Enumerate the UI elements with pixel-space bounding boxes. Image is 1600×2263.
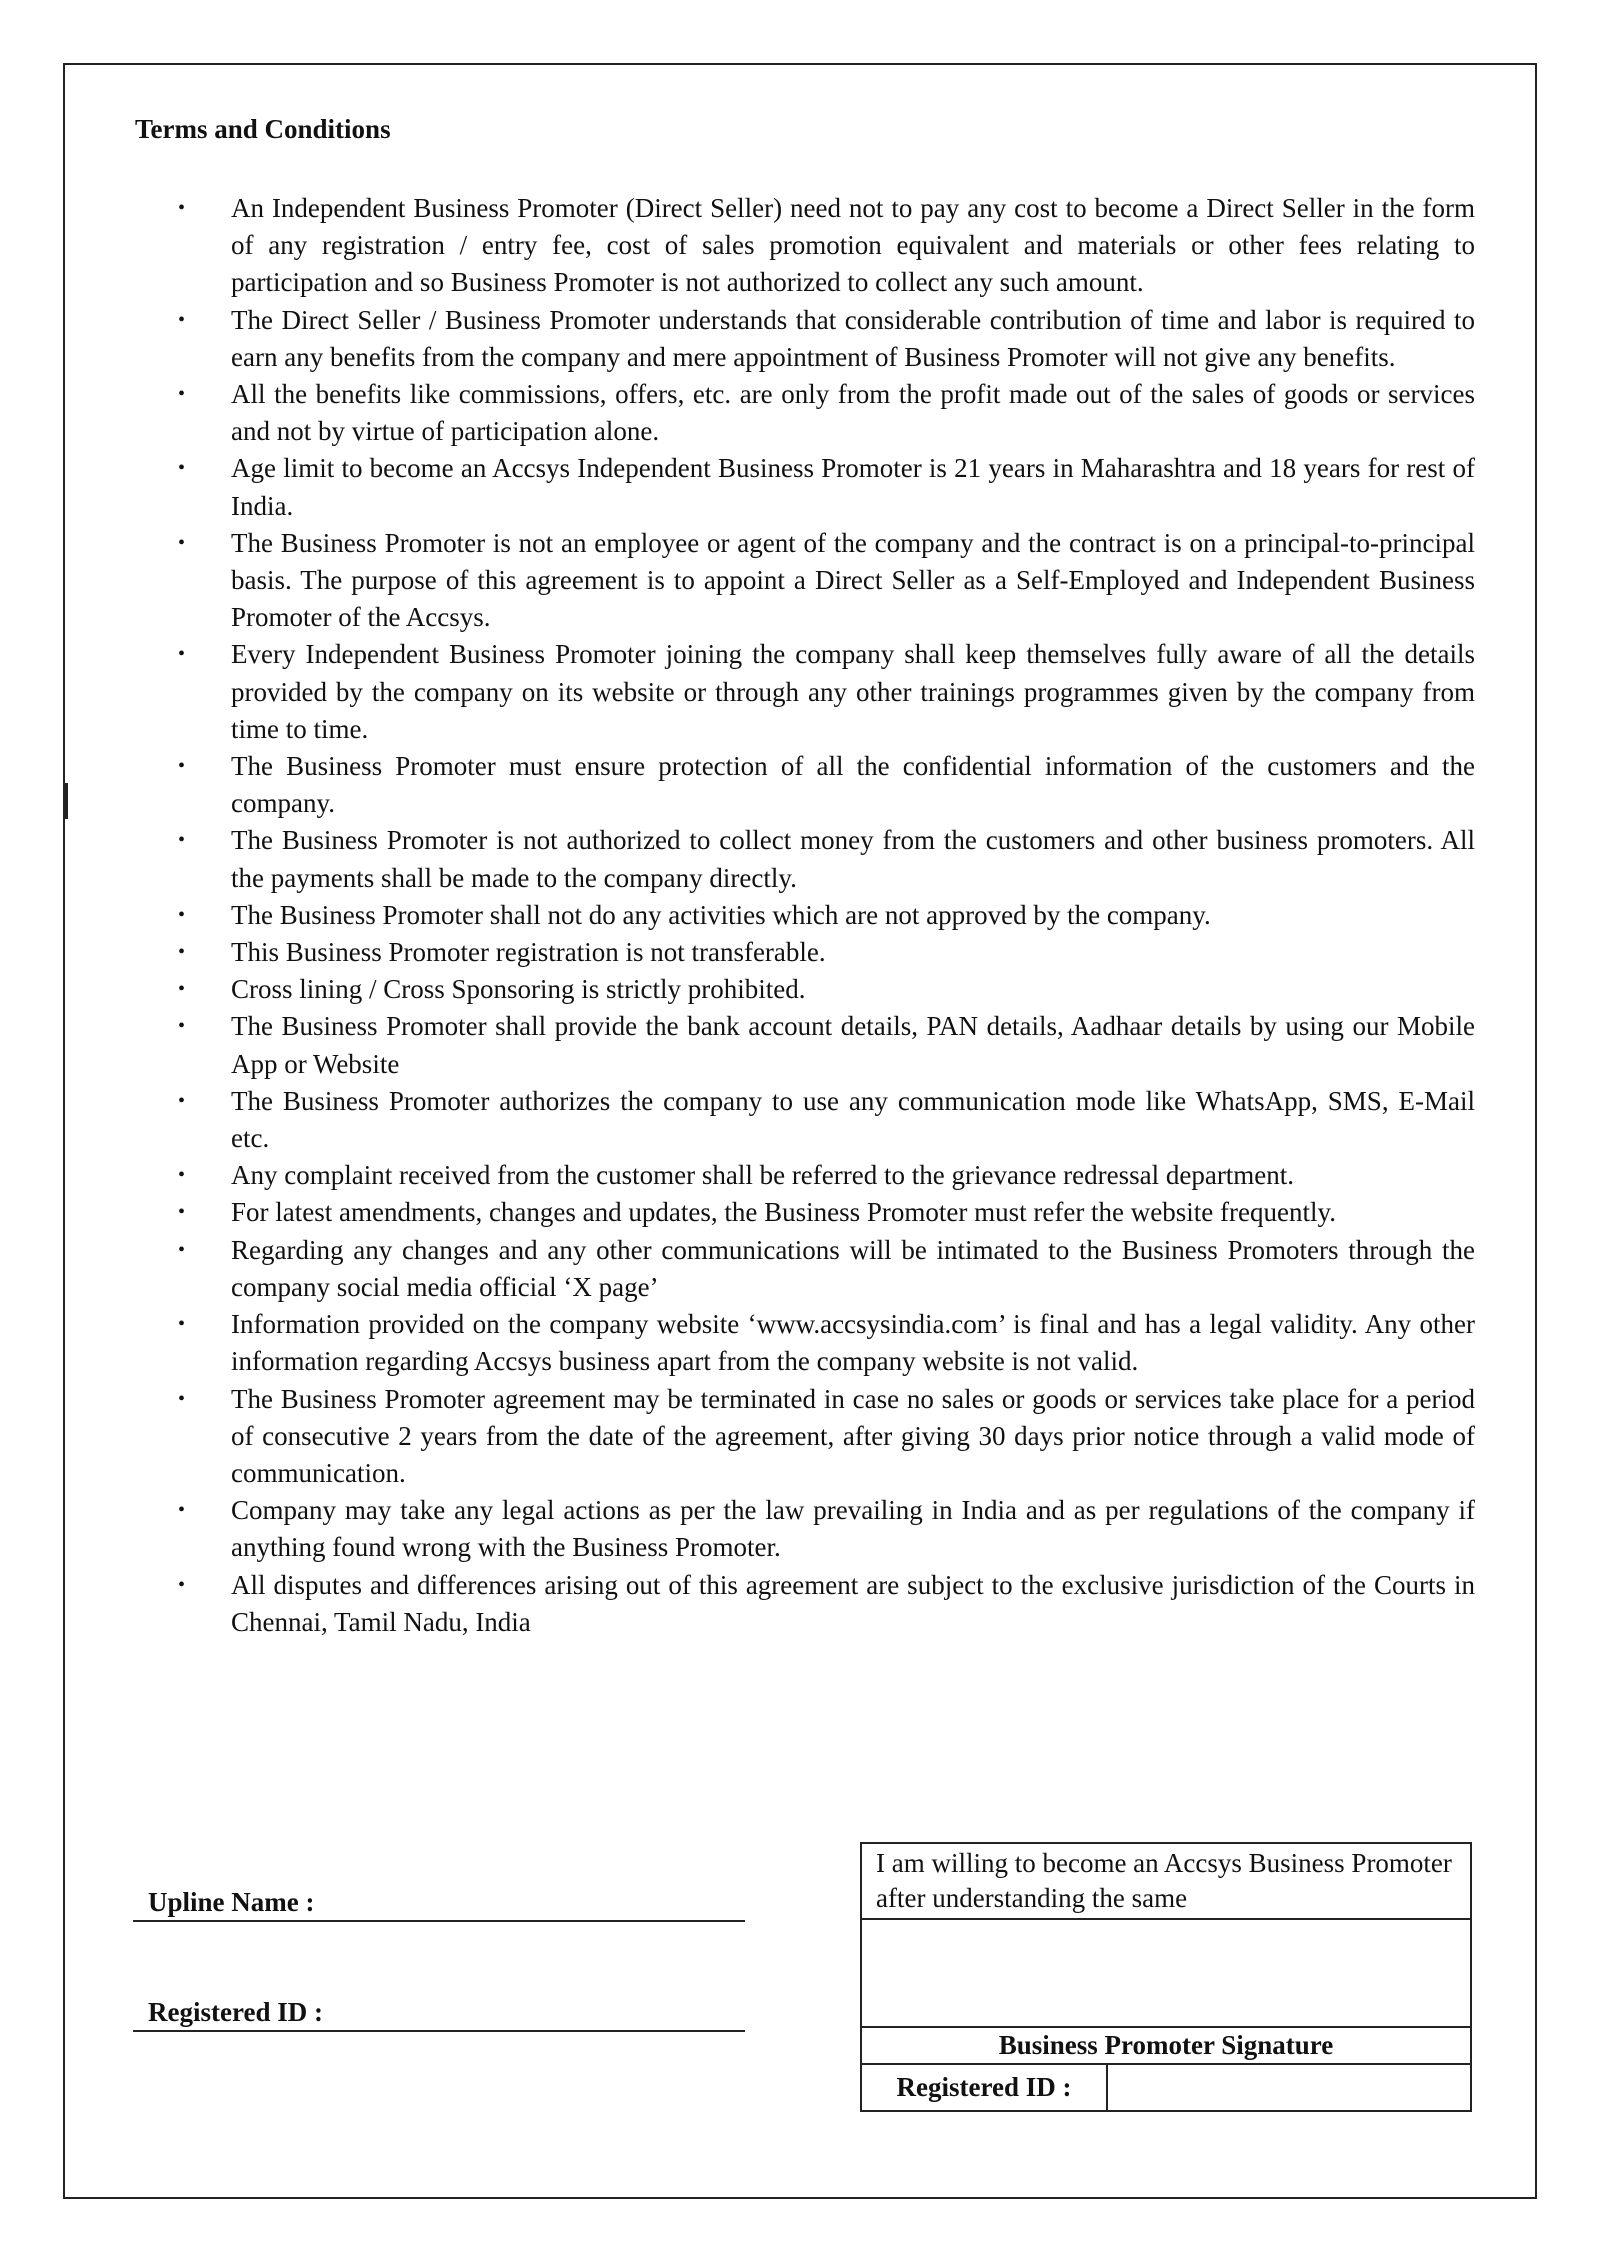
margin-mark: [65, 783, 68, 819]
bullet-icon: •: [178, 457, 186, 480]
term-text: Cross lining / Cross Sponsoring is strictly prohibited.: [231, 974, 806, 1005]
term-item: [135, 1157, 1475, 1194]
term-text: Any complaint received from the customer shall be referred to the grievance redressal department.: [231, 1160, 1295, 1191]
term-text: All disputes and differences arising out of this agreement are subject to the exclusive jurisdiction of the Courts in Chennai, Tamil Nadu, India: [231, 1569, 1475, 1637]
term-text: The Business Promoter shall provide the bank account details, PAN details, Aadhaar details by using our Mobile App or Website: [231, 1011, 1475, 1079]
bullet-icon: •: [178, 1089, 186, 1112]
term-text: The Business Promoter shall not do any activities which are not approved by the company.: [231, 899, 1211, 930]
term-item: [135, 822, 1475, 896]
bullet-icon: •: [178, 755, 186, 778]
bullet-icon: •: [178, 903, 186, 926]
bullet-icon: •: [178, 308, 186, 331]
registered-id-field[interactable]: [133, 1988, 745, 2032]
signature-registered-id-row: [862, 2065, 1470, 2110]
term-text: The Business Promoter agreement may be terminated in case no sales or goods or services take place for a period of consecutive 2 years from the date of the agreement, after giving 30 days prior notice through a valid mode of communication.: [231, 1383, 1475, 1488]
term-text: The Business Promoter authorizes the company to use any communication mode like WhatsApp, SMS, E-Mail etc.: [231, 1085, 1475, 1154]
signature-registered-id-label: Registered ID :: [862, 2065, 1108, 2110]
bullet-icon: •: [178, 1164, 186, 1187]
term-text: Age limit to become an Accsys Independent Business Promoter is 21 years in Maharashtra and 18 years for rest of India.: [231, 453, 1475, 521]
term-text: Company may take any legal actions as per the law prevailing in India and as per regulations of the company if anything found wrong with the Business Promoter.: [231, 1495, 1475, 1563]
term-item: [135, 302, 1475, 376]
term-item: [135, 450, 1475, 524]
term-text: Information provided on the company website ‘www.accsysindia.com’ is final and has a legal validity. Any other information regarding Accsys business apart from the company website is not valid.: [231, 1309, 1475, 1377]
bullet-icon: •: [178, 829, 186, 852]
registered-id-label: Registered ID :: [148, 1997, 323, 2027]
term-text: The Business Promoter is not an employee or agent of the company and the contract is on a principal-to-principal basis. The purpose of this agreement is to appoint a Direct Seller as a Self-Employed and Independent Business Promoter of the Accsys.: [231, 527, 1475, 633]
bullet-icon: •: [178, 197, 186, 219]
term-item: [135, 748, 1475, 822]
bullet-icon: •: [178, 383, 186, 406]
term-item: [135, 897, 1475, 934]
bullet-icon: •: [178, 941, 186, 964]
term-text: For latest amendments, changes and updates, the Business Promoter must refer the website frequently.: [231, 1197, 1336, 1228]
term-text: This Business Promoter registration is not transferable.: [231, 937, 826, 968]
term-item: [135, 1492, 1475, 1566]
signature-declaration: I am willing to become an Accsys Business Promoter after understanding the same: [862, 1844, 1470, 1920]
upline-name-field[interactable]: [133, 1878, 745, 1922]
term-item: [135, 1567, 1475, 1641]
term-text: All the benefits like commissions, offers, etc. are only from the profit made out of the sales of goods or services and not by virtue of participation alone.: [231, 379, 1475, 447]
term-text: The Business Promoter is not authorized to collect money from the customers and other business promoters. All the payments shall be made to the company directly.: [231, 825, 1475, 893]
term-item: [135, 971, 1475, 1008]
signature-box: [860, 1842, 1472, 2112]
term-item: [135, 376, 1475, 450]
term-text: The Direct Seller / Business Promoter understands that considerable contribution of time and labor is required to earn any benefits from the company and mere appointment of Business Promoter will not give any benefits.: [231, 304, 1475, 372]
bullet-icon: •: [178, 1238, 186, 1261]
bullet-icon: •: [178, 1201, 186, 1224]
term-item: [135, 525, 1475, 637]
term-text: Every Independent Business Promoter joining the company shall keep themselves fully aware of all the details provided by the company on its website or through any other trainings programmes given by the company from time to time.: [231, 639, 1475, 744]
term-item: [135, 636, 1475, 748]
term-text: Regarding any changes and any other communications will be intimated to the Business Promoters through the company social media official ‘X page’: [231, 1234, 1475, 1302]
bullet-icon: •: [178, 1499, 186, 1522]
signature-caption: Business Promoter Signature: [862, 2028, 1470, 2065]
bullet-icon: •: [178, 531, 186, 554]
term-item: [135, 1232, 1475, 1306]
term-item: [135, 1083, 1475, 1157]
term-item: [135, 1008, 1475, 1082]
term-text: An Independent Business Promoter (Direct Seller) need not to pay any cost to become a Direct Seller in the form of any registration / entry fee, cost of sales promotion equivalent and materials or other fees relating to participation and so Business Promoter is not authorized to collect any such amount.: [231, 193, 1475, 298]
bullet-icon: •: [178, 1573, 186, 1596]
signature-registered-id-field[interactable]: [1108, 2065, 1470, 2110]
term-text: The Business Promoter must ensure protection of all the confidential information of the customers and the company.: [231, 751, 1475, 819]
page-title: Terms and Conditions: [135, 114, 391, 144]
bullet-icon: •: [178, 978, 186, 1001]
term-item: [135, 190, 1475, 302]
term-item: [135, 934, 1475, 971]
signature-area[interactable]: [862, 1920, 1470, 2028]
bullet-icon: •: [178, 1313, 186, 1336]
bullet-icon: •: [178, 1387, 186, 1410]
bullet-icon: •: [178, 643, 186, 666]
term-item: [135, 1306, 1475, 1380]
terms-list: [135, 190, 1475, 1641]
term-item: [135, 1194, 1475, 1231]
upline-name-label: Upline Name :: [148, 1887, 315, 1917]
term-item: [135, 1381, 1475, 1493]
bullet-icon: •: [178, 1015, 186, 1038]
